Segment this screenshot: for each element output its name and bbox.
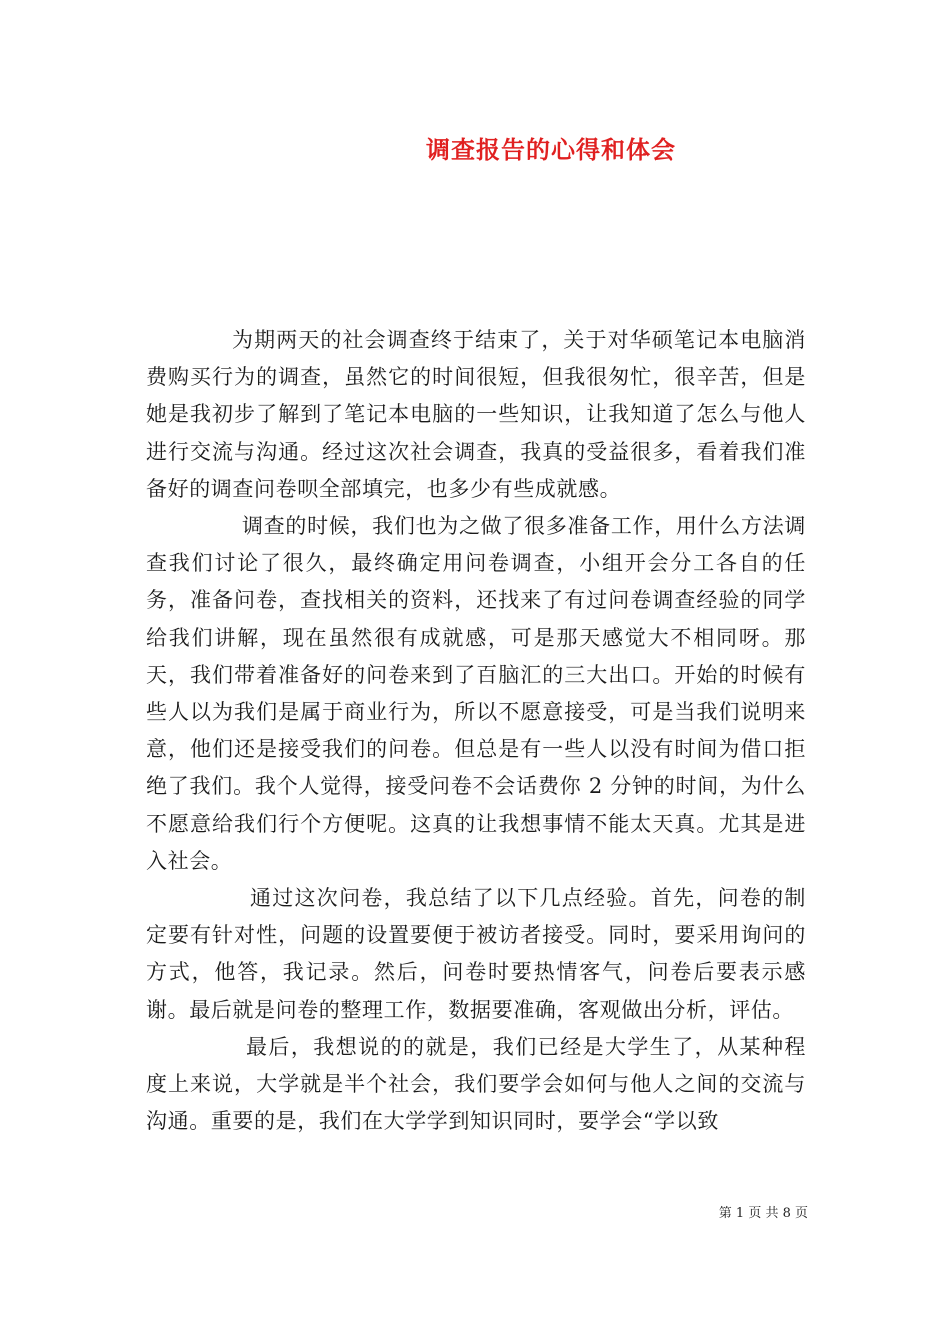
paragraph-1: 为期两天的社会调查终于结束了，关于对华硕笔记本电脑消费购买行为的调查，虽然它的时间很短，但我很匆忙，很辛苦，但是她是我初步了解到了笔记本电脑的一些知识，让我知道了怎么与他人进行交流与沟通。经过这次社会调查，我真的受益很多，看着我们准备好的调查问卷呗全部填完，也多少有些成就感。	[146, 328, 806, 501]
page-number-footer: 第 1 页 共 8 页	[718, 1206, 808, 1221]
paragraph-2: 调查的时候，我们也为之做了很多准备工作，用什么方法调查我们讨论了很久，最终确定用问卷调查，小组开会分工各自的任务，准备问卷，查找相关的资料，还找来了有过问卷调查经验的同学给我们讲解，现在虽然很有成就感，可是那天感觉大不相同呀。那天，我们带着准备好的问卷来到了百脑汇的三大出口。开始的时候有些人以为我们是属于商业行为，所以不愿意接受，可是当我们说明来意，他们还是接受我们的问卷。但总是有一些人以没有时间为借口拒绝了我们。我个人觉得，接受问卷不会话费你 2 分钟的时间，为什么不愿意给我们行个方便呢。这真的让我想事情不能太天真。尤其是进入社会。	[146, 514, 806, 873]
document-title: 调查报告的心得和体会	[426, 135, 676, 164]
document-body	[146, 322, 806, 1140]
paragraph-4: 最后，我想说的的就是，我们已经是大学生了，从某种程度上来说，大学就是半个社会，我们要学会如何与他人之间的交流与沟通。重要的是，我们在大学学到知识同时，要学会“学以致	[146, 1034, 806, 1134]
paragraph-3: 通过这次问卷，我总结了以下几点经验。首先，问卷的制定要有针对性，问题的设置要便于被访者接受。同时，要采用询问的方式，他答，我记录。然后，问卷时要热情客气，问卷后要表示感谢。最后就是问卷的整理工作，数据要准确，客观做出分析，评估。	[146, 886, 806, 1022]
